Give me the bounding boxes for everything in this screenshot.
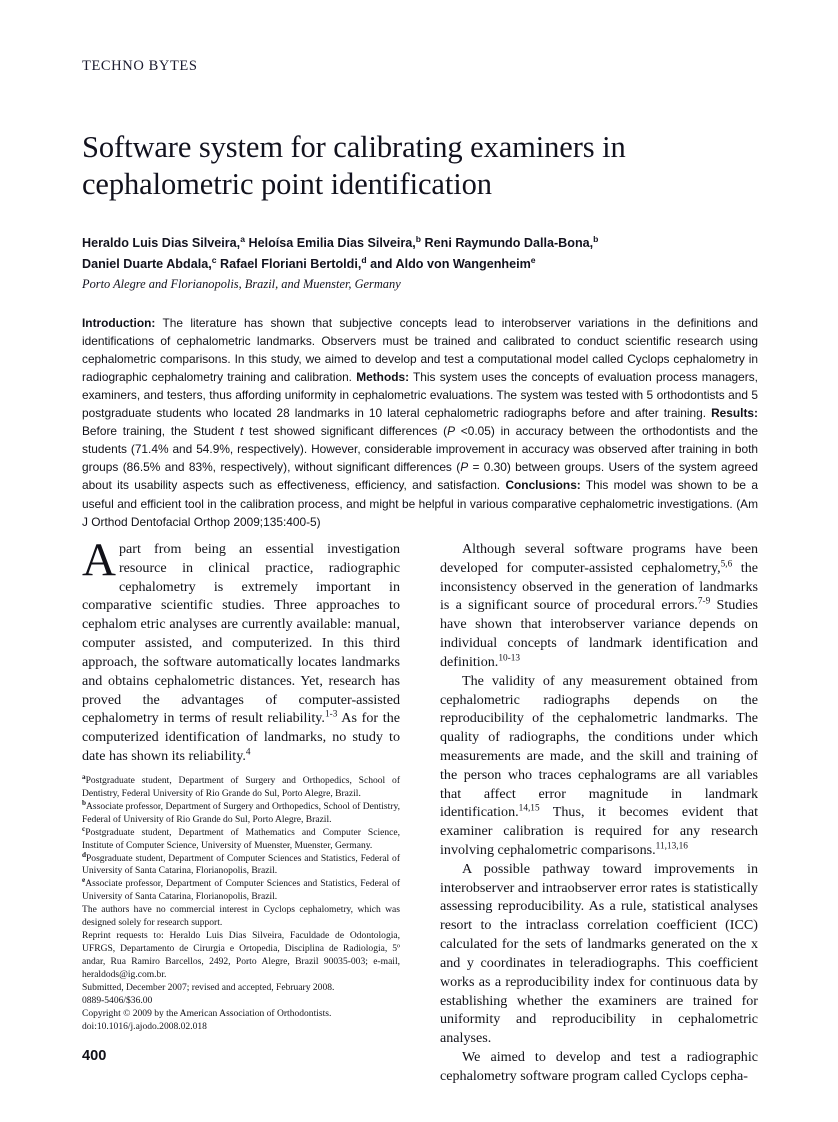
abstract-label-introduction: Introduction: — [82, 316, 156, 331]
abstract-label-results: Results: — [711, 406, 758, 421]
body-text: part from being an essential investigation resource in clinical practice, radiographic cephalometry is extremely important in comparative scientific studies. Three approaches to cephalom etric analyses are currently available: manual, computer assisted, and computerized. In this third approach, the software automatically locates landmarks and obtains cephalometric distances. Yet, research has proved the advantages of computer-assisted cephalometry in terms of result reliability. — [82, 541, 400, 727]
page-header-block — [82, 58, 758, 531]
abstract-text-introduction: The literature has shown that subjective concepts lead to interobserver variations in the definitions and identifications of cephalometric landmarks. Observers must be trained and calibrated to conduct scientific research using cephalometric comparisons. In this study, we aimed to develop and test a computational model called Cyclops cephalometry in radiographic cephalometry training and calibration. — [82, 316, 758, 385]
page-number: 400 — [82, 1048, 107, 1064]
body-paragraph — [440, 672, 758, 860]
citation-reference: 1-3 — [324, 709, 338, 720]
author-affiliation-marker: b — [415, 234, 422, 245]
body-paragraph — [82, 534, 401, 766]
abstract-italic-p: P — [460, 460, 469, 475]
footnote-text: Associate professor, Department of Computer Sciences and Statistics, Federal of University of Santa Catarina, Florianopolis, Brazil. — [82, 878, 400, 903]
footnote-item — [82, 824, 400, 853]
body-paragraph — [440, 540, 758, 672]
author-name: and Aldo von Wangenheim — [366, 256, 531, 271]
author-name: Reni Raymundo Dalla-Bona, — [421, 236, 594, 251]
footnote-marker: c — [82, 824, 86, 833]
abstract-label-conclusions: Conclusions: — [505, 478, 581, 493]
author-affiliation-marker: a — [240, 234, 245, 245]
abstract-text-results-2: test showed significant differences ( — [243, 424, 448, 439]
author-affiliation-marker: d — [361, 254, 367, 265]
body-text: The validity of any measurement obtained from cephalometric radiographs depends on the reproducibility of the cephalometric landmarks. The quality of radiographs, the conditions under which measurements are made, and the skill and training of the person who traces cephalograms are all variables that affect error magnitude in landmark identification. — [440, 672, 758, 821]
footnote-item — [82, 772, 400, 801]
drop-cap: A — [82, 534, 116, 586]
citation-reference: 11,13,16 — [655, 841, 688, 852]
author-list — [82, 233, 758, 274]
abstract-text-results-4: = 0.30) between groups. Users of the system agreed about its usability aspects such as effectiveness, efficiency, and satisfaction. — [82, 460, 759, 493]
footnote-text: Posgraduate student, Department of Computer Sciences and Statistics, Federal of University of Santa Catarina, Florianopolis, Brazil. — [82, 852, 400, 877]
footnote-submitted-date: Submitted, December 2007; revised and accepted, February 2008. — [82, 981, 335, 993]
author-affiliation-marker: e — [530, 254, 536, 265]
author-name: Heloísa Emilia Dias Silveira, — [244, 236, 416, 251]
footnote-doi: doi:10.1016/j.ajodo.2008.02.018 — [82, 1020, 207, 1032]
citation-reference: 4 — [245, 747, 251, 758]
abstract-label-methods: Methods: — [356, 370, 410, 385]
footnote-block — [82, 772, 400, 1033]
body-paragraph: A possible pathway toward improvements in interobserver and intraobserver error rates is statistically assessing reproducibility. As a rule, statistical analyses resort to the intraclass correlation coefficient (ICC) calculated for the sets of landmarks generated on the x and y coordinates in teleradiographs. This coefficient works as a reproducibility index for continuous data by establishing whether the examiners are trained for uniformity and reproducibility in cephalometric analyses. — [440, 860, 758, 1047]
footnote-item — [82, 878, 400, 904]
citation-reference: 14,15 — [518, 803, 540, 814]
body-text: Studies have shown that interobserver variance depends on individual concepts of landmark identification and definition. — [440, 597, 758, 670]
body-text: Thus, it becomes evident that examiner calibration is required for any research involving cephalometric comparisons. — [440, 804, 758, 858]
body-column-left — [82, 534, 401, 766]
footnote-marker: d — [82, 850, 86, 859]
footnote-marker: b — [82, 798, 86, 807]
footnote-marker: e — [82, 876, 86, 885]
footnote-item — [82, 798, 400, 827]
abstract-italic-p: P — [447, 424, 455, 439]
footnote-item — [82, 850, 400, 879]
author-affiliation-marker: c — [211, 254, 217, 265]
body-text: As for the computerized identification of landmarks, no study to date has shown its reliability. — [82, 710, 401, 764]
abstract — [82, 314, 758, 530]
author-affiliation-marker: b — [593, 234, 599, 245]
citation-reference: 10-13 — [498, 653, 521, 664]
page-title: Software system for calibrating examiners in cephalometric point identification — [82, 130, 626, 202]
abstract-text-methods: This system uses the concepts of evaluation process managers, examiners, and testers, thus affording uniformity in cephalometric evaluations. The system was tested with 5 orthodontists and 5 postgraduate students who located 28 landmarks in 10 lateral cephalometric radiographs before and after training. — [82, 370, 758, 421]
author-name: Rafael Floriani Bertoldi, — [216, 256, 362, 271]
footnote-marker: a — [82, 772, 86, 781]
footnote-reprint-requests: Reprint requests to: Heraldo Luis Dias Silveira, Faculdade de Odontologia, UFRGS, Departamento de Cirurgia e Ortopedia, Disciplina de Radiologia, 5º andar, Rua Ramiro Barcellos, 2492, Porto Alegre, Brazil 90035-003; e-mail, heraldods@ig.com.br. — [82, 930, 400, 980]
footnote-text: Associate professor, Department of Surgery and Orthopedics, School of Dentistry, Federal of University of Rio Grande do Sul, Porto Alegre, Brazil. — [82, 800, 400, 825]
citation-reference: 7-9 — [697, 596, 711, 607]
footnote-text: Postgraduate student, Department of Mathematics and Computer Science, Institute of Computer Science, University of Muenster, Muenster, Germany. — [82, 826, 400, 851]
abstract-text-results-3: <0.05) in accuracy between the orthodontists and the students (71.4% and 54.9%, respectively). However, considerable improvement in accuracy was observed after training in both groups (86.5% and 83%, respectively), without significant differences ( — [82, 424, 758, 475]
footnote-text: Postgraduate student, Department of Surgery and Orthopedics, School of Dentistry, Federal University of Rio Grande do Sul, Porto Alegre, Brazil. — [82, 775, 400, 799]
footnote-issn: 0889-5406/$36.00 — [82, 994, 153, 1006]
citation-reference: 5,6 — [720, 559, 733, 570]
section-kicker: TECHNO BYTES — [82, 58, 198, 74]
author-name: Heraldo Luis Dias Silveira, — [82, 236, 241, 251]
body-paragraph: We aimed to develop and test a radiographic cephalometry software program called Cyclops cepha- — [440, 1048, 758, 1084]
abstract-text-conclusions: This model was shown to be a useful and efficient tool in the calibration process, and might be helpful in various comparative cephalometric investigations. (Am J Orthod Dentofacial Orthop 2009;135:400-5) — [82, 478, 758, 529]
abstract-italic-t: t — [239, 424, 244, 439]
body-text: Although several software programs have been developed for computer-assisted cephalometry, — [440, 541, 758, 576]
author-name: Daniel Duarte Abdala, — [82, 256, 212, 271]
affiliation-cities: Porto Alegre and Florianopolis, Brazil, and Muenster, Germany — [82, 277, 401, 292]
abstract-text-results-1: Before training, the Student — [82, 424, 240, 439]
body-column-right — [440, 540, 758, 1086]
footnote-copyright: Copyright © 2009 by the American Association of Orthodontists. — [82, 1007, 332, 1019]
footnote-conflict-statement: The authors have no commercial interest in Cyclops cephalometry, which was designed solely for research support. — [82, 904, 400, 929]
body-text: the inconsistency observed in the generation of landmarks is a significant source of procedural errors. — [440, 559, 759, 614]
